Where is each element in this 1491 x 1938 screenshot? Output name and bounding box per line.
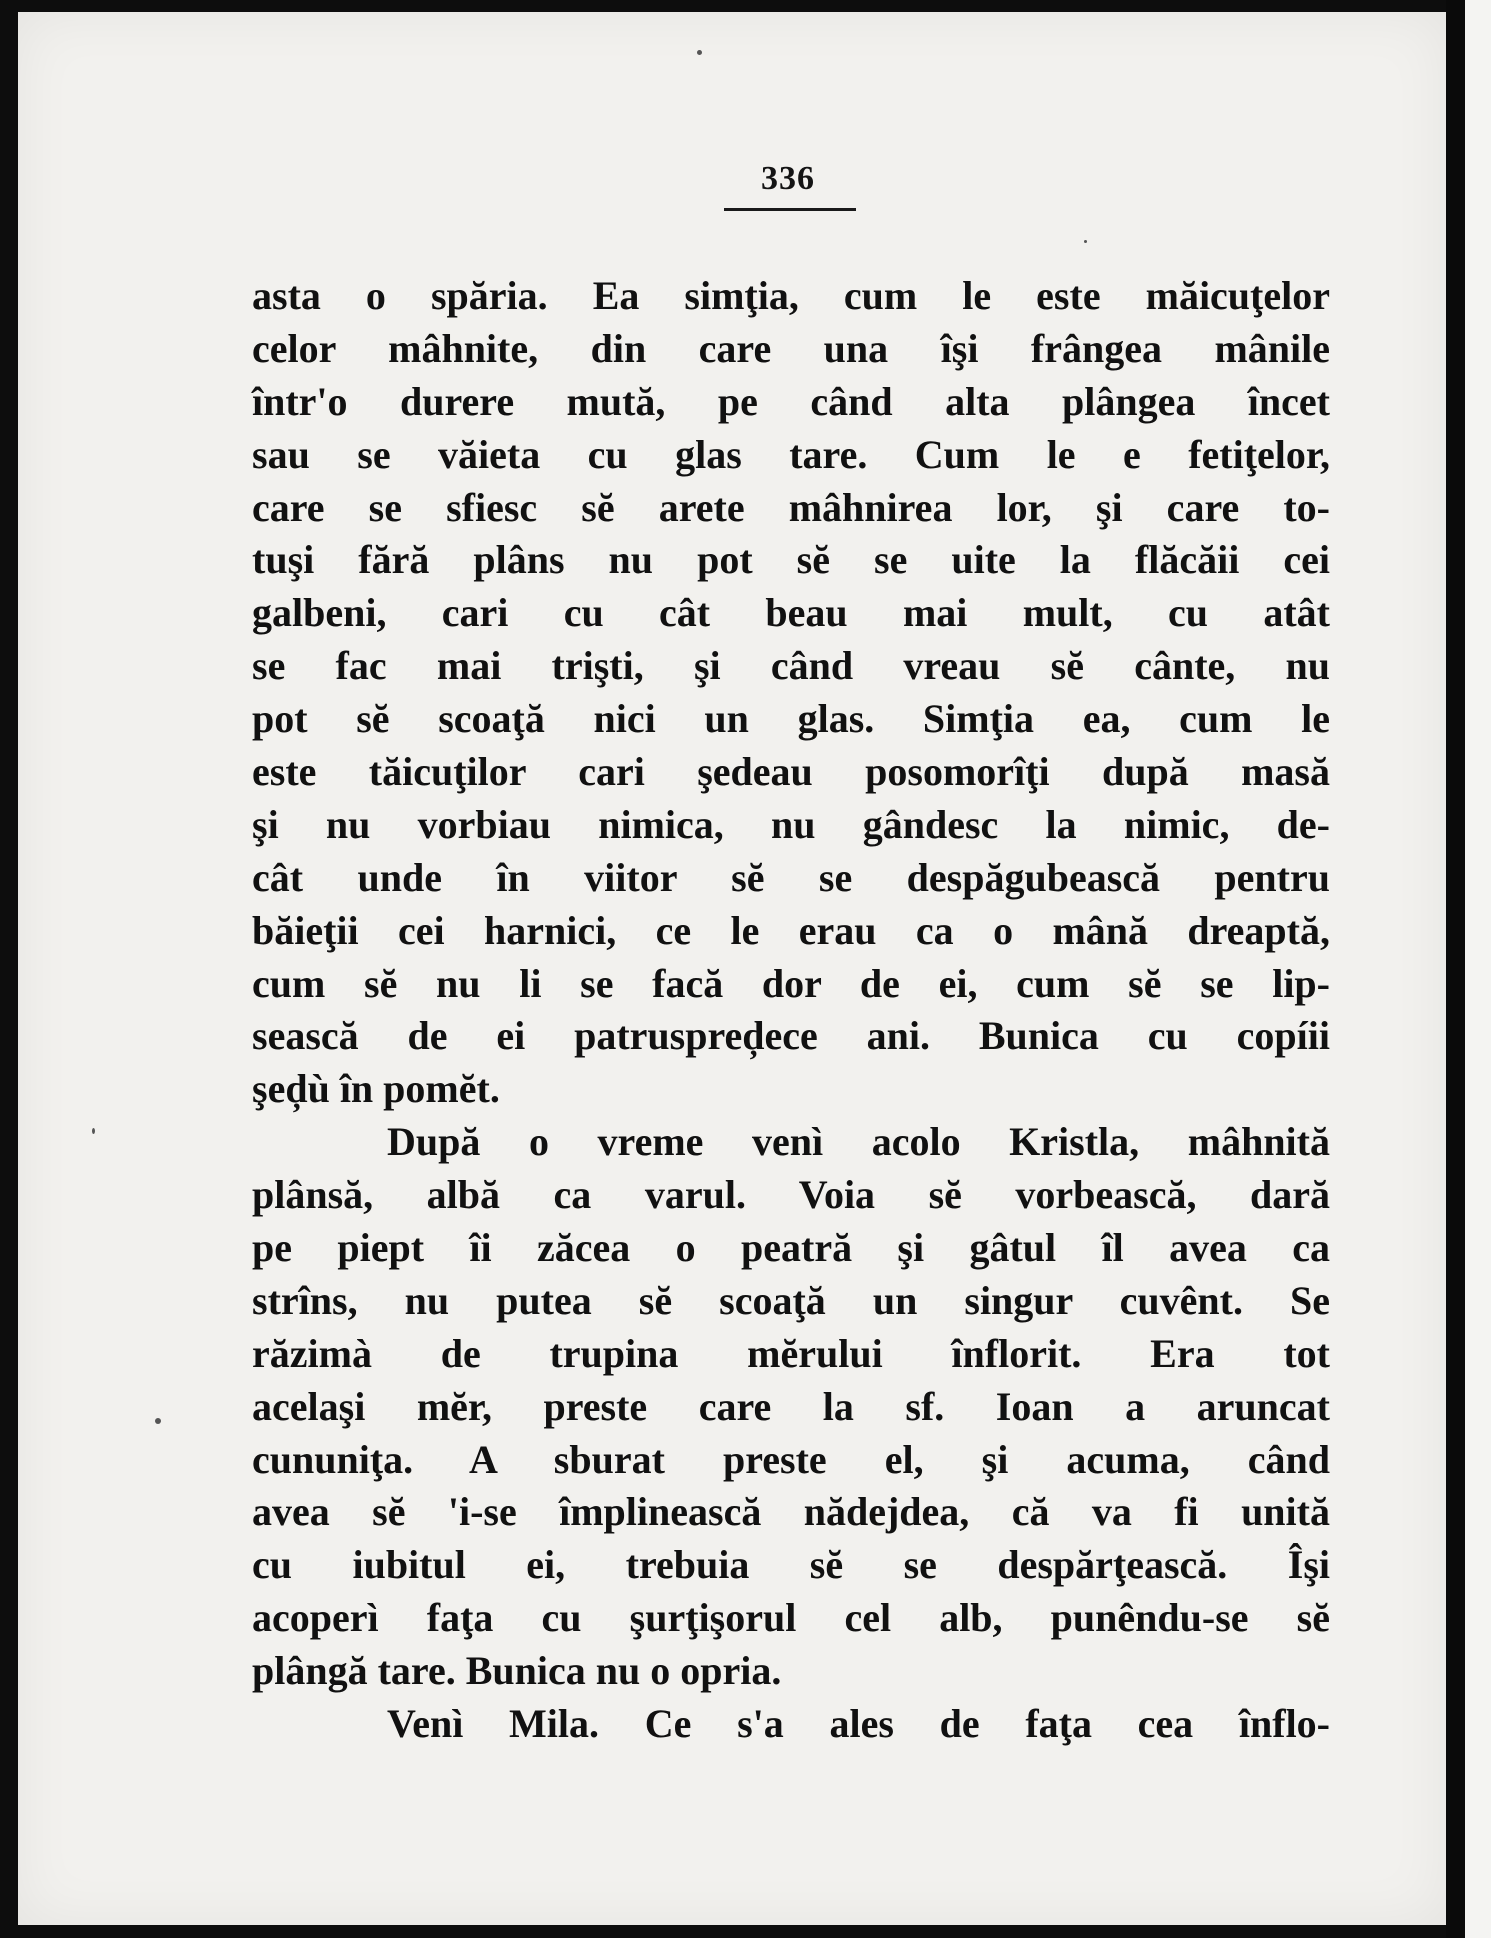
text-line: pe piept îi zăcea o peatră şi gâtul îl avea ca <box>252 1225 1330 1271</box>
facing-page-edge <box>1465 0 1491 1938</box>
paragraph <box>252 270 1330 1116</box>
text-line: băieţii cei harnici, ce le erau ca o mână dreaptă, <box>252 907 1330 953</box>
paragraph <box>252 1698 1330 1751</box>
text-line: cât unde în viitor sĕ se despăgubească pentru <box>252 854 1330 900</box>
text-line: sau se văieta cu glas tare. Cum le e fetiţelor, <box>252 431 1330 477</box>
text-line: avea sĕ 'i-se împlinească nădejdea, că va fi unită <box>252 1489 1330 1535</box>
text-line: galbeni, cari cu cât beau mai mult, cu atât <box>252 590 1330 636</box>
text-line: strîns, nu putea sĕ scoaţă un singur cuvênt. Se <box>252 1277 1330 1323</box>
text-line: şeḑù în pomĕt. <box>252 1066 500 1112</box>
scan-border-left <box>0 0 18 1938</box>
text-line: tuşi fără plâns nu pot sĕ se uite la flăcăii cei <box>252 537 1330 583</box>
text-line: este tăicuţilor cari şedeau posomorîţi după masă <box>252 749 1330 795</box>
text-line: acelaşi mĕr, preste care la sf. Ioan a aruncat <box>252 1383 1330 1429</box>
text-line: cum sĕ nu li se facă dor de ei, cum sĕ se lip- <box>252 960 1330 1006</box>
text-line: pot sĕ scoaţă nici un glas. Simţia ea, cum le <box>252 696 1330 742</box>
text-line: răzimà de trupina mĕrului înflorit. Era tot <box>252 1330 1330 1376</box>
text-line: acoperì faţa cu şurţişorul cel alb, punêndu-se sĕ <box>252 1595 1330 1641</box>
text-line: sească de ei patruspreḑece ani. Bunica cu copíii <box>252 1013 1330 1059</box>
paper-speck <box>92 1128 95 1134</box>
text-line: şi nu vorbiau nimica, nu gândesc la nimic, de- <box>252 801 1330 847</box>
text-line: După o vreme venì acolo Kristla, mâhnită <box>387 1119 1330 1165</box>
text-line: celor mâhnite, din care una îşi frângea mânile <box>252 325 1330 371</box>
body-text <box>252 270 1330 1751</box>
text-line: se fac mai trişti, şi când vreau sĕ cânte, nu <box>252 643 1330 689</box>
paper-speck <box>697 50 702 55</box>
page-number-rule <box>724 208 856 211</box>
text-line: cununiţa. A sburat preste el, şi acuma, când <box>252 1436 1330 1482</box>
scan-border-top <box>0 0 1491 12</box>
text-line: cu iubitul ei, trebuia sĕ se despărţească. Îşi <box>252 1542 1330 1588</box>
scan-border-bottom <box>0 1925 1491 1938</box>
text-line: asta o spăria. Ea simţia, cum le este măicuţelor <box>252 273 1330 318</box>
paper-speck <box>155 1418 161 1424</box>
paragraph <box>252 1116 1330 1698</box>
text-line: plângă tare. Bunica nu o opria. <box>252 1648 782 1694</box>
text-line: care se sfiesc sĕ arete mâhnirea lor, şi care to- <box>252 484 1330 530</box>
text-line: plânsă, albă ca varul. Voia sĕ vorbească, dară <box>252 1172 1330 1218</box>
text-line: Venì Mila. Ce s'a ales de faţa cea înflo- <box>387 1701 1330 1747</box>
page-number: 336 <box>761 160 815 197</box>
text-line: într'o durere mută, pe când alta plângea încet <box>252 378 1330 424</box>
paper-speck <box>1084 240 1087 243</box>
